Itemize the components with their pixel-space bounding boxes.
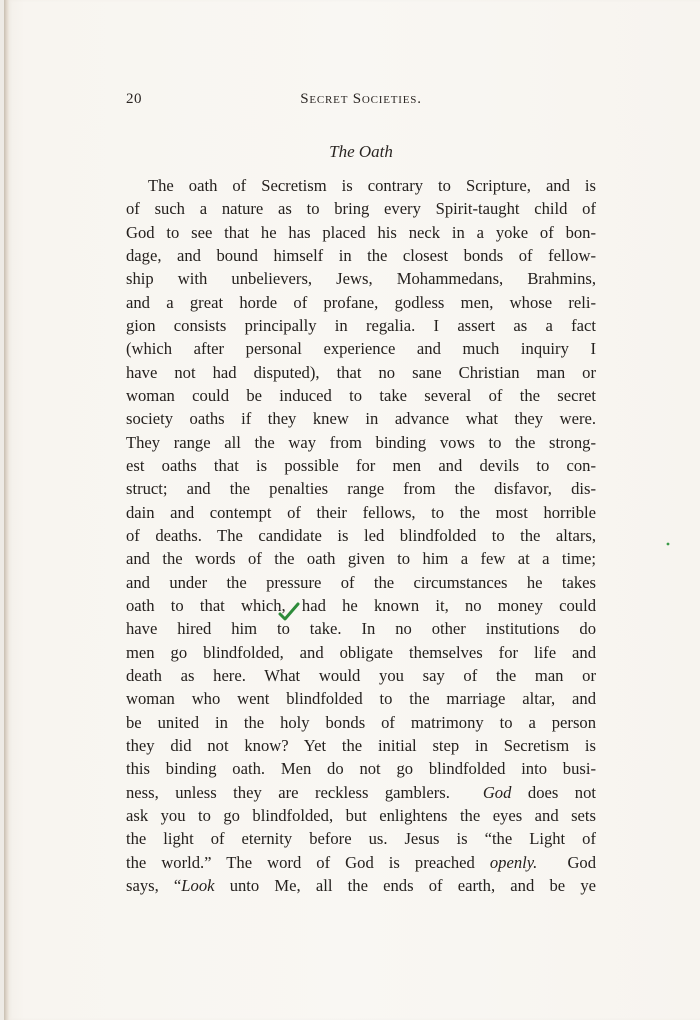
text-line: dage, and bound himself in the closest bonds of fellow- <box>126 245 596 265</box>
emphasis-text: God <box>482 782 512 802</box>
text-line: men go blindfolded, and obligate themselves for life and <box>126 642 596 662</box>
text-line: of deaths. The candidate is led blindfolded to the altars, <box>126 525 596 545</box>
text-segment: does not <box>527 782 596 802</box>
text-line: woman could be induced to take several of the secret <box>126 385 596 405</box>
text-line: be united in the holy bonds of matrimony to a person <box>126 712 596 732</box>
text-line: and the words of the oath given to him a few at a time; <box>126 549 596 569</box>
text-line <box>126 851 596 874</box>
text-line: woman who went blindfolded to the marriage altar, and <box>126 689 596 709</box>
binding-edge <box>4 0 9 1020</box>
section-title: The Oath <box>329 142 393 161</box>
text-line: God to see that he has placed his neck in a yoke of bon- <box>126 222 596 242</box>
text-line: ship with unbelievers, Jews, Mohammedans, Brahmins, <box>126 269 596 289</box>
text-line: this binding oath. Men do not go blindfolded into busi- <box>126 759 596 779</box>
text-segment: the world.” The word of God is preached <box>126 852 475 872</box>
page-number: 20 <box>126 91 142 107</box>
green-speck <box>665 541 671 547</box>
text-line: they did not know? Yet the initial step in Secretism is <box>126 735 596 755</box>
text-line: ask you to go blindfolded, but enlightens the eyes and sets <box>126 805 596 825</box>
text-line: dain and contempt of their fellows, to the most horrible <box>126 502 596 522</box>
text-line: struct; and the penalties range from the disfavor, dis- <box>126 479 596 499</box>
text-segment: God <box>567 852 596 872</box>
text-segment: ness, unless they are reckless gamblers. <box>126 782 450 802</box>
text-line: death as here. What would you say of the man or <box>126 665 596 685</box>
text-line: society oaths if they knew in advance what they were. <box>126 409 596 429</box>
page-header <box>126 91 596 115</box>
text-line: the light of eternity before us. Jesus is “the Light of <box>126 829 596 849</box>
text-line: have not had disputed), that no sane Christian man or <box>126 362 596 382</box>
text-segment: unto Me, all the ends of earth, and be ye <box>229 875 596 895</box>
text-line: est oaths that is possible for men and devils to con- <box>126 455 596 475</box>
green-check-mark <box>278 600 300 622</box>
text-line: and under the pressure of the circumstances he takes <box>126 572 596 592</box>
text-line: have hired him to take. In no other institutions do <box>126 619 596 639</box>
text-line: The oath of Secretism is contrary to Scripture, and is <box>148 176 596 195</box>
text-segment: says, “ <box>126 875 182 895</box>
text-line <box>126 874 596 897</box>
emphasis-text: openly. <box>489 852 538 872</box>
text-line: oath to that which, had he known it, no money could <box>126 595 596 615</box>
text-line: They range all the way from binding vows to the strong- <box>126 432 596 452</box>
text-line: gion consists principally in regalia. I assert as a fact <box>126 315 596 335</box>
running-head: Secret Societies. <box>300 91 422 107</box>
text-line: of such a nature as to bring every Spirit-taught child of <box>126 199 596 219</box>
emphasis-text: Look <box>181 875 215 895</box>
text-line: (which after personal experience and much inquiry I <box>126 339 596 359</box>
text-line: and a great horde of profane, godless men, whose reli- <box>126 292 596 312</box>
body-text <box>126 174 596 897</box>
text-line <box>126 781 596 804</box>
